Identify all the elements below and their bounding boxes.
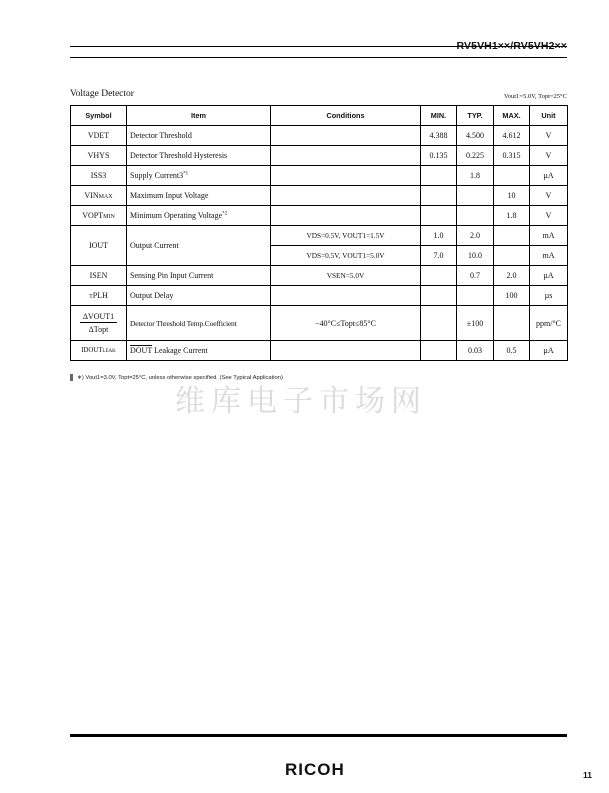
- cell-min: 4.388: [421, 126, 457, 146]
- cell-typ: 10.0: [457, 246, 494, 266]
- part-number-title: RV5VH1××/RV5VH2××: [456, 40, 567, 52]
- cell-unit: µA: [530, 341, 568, 361]
- cell-max: [494, 246, 530, 266]
- cell-item: Detector Threshold Temp.Coefficient: [127, 306, 271, 341]
- cell-typ: 1.8: [457, 166, 494, 186]
- section-title: Voltage Detector: [70, 89, 134, 99]
- cell-conditions: VDS=0.5V, VOUT1=1.5V: [271, 226, 421, 246]
- item-overline-text: DOUT: [130, 346, 153, 355]
- cell-symbol: tPLH: [71, 286, 127, 306]
- cell-item: [127, 341, 271, 361]
- electrical-characteristics-table: [70, 105, 568, 361]
- watermark: 维库电子市场网: [175, 384, 427, 419]
- header-max: MAX.: [494, 106, 530, 126]
- cell-max: 4.612: [494, 126, 530, 146]
- cell-min: [421, 206, 457, 226]
- cell-item: [127, 166, 271, 186]
- cell-typ: [457, 206, 494, 226]
- cell-unit: V: [530, 206, 568, 226]
- cell-max: 100: [494, 286, 530, 306]
- header-item: Item: [127, 106, 271, 126]
- table-row: [71, 341, 568, 361]
- cell-typ: 4.500: [457, 126, 494, 146]
- cell-unit: µA: [530, 266, 568, 286]
- cell-conditions: [271, 146, 421, 166]
- cell-item: Detector Threshold Hysteresis: [127, 146, 271, 166]
- cell-typ: 0.03: [457, 341, 494, 361]
- cell-typ: [457, 186, 494, 206]
- cell-conditions: [271, 126, 421, 146]
- table-header-row: [71, 106, 568, 126]
- cell-item: Sensing Pin Input Current: [127, 266, 271, 286]
- cell-min: 0.135: [421, 146, 457, 166]
- cell-typ: [457, 286, 494, 306]
- cell-max: 1.8: [494, 206, 530, 226]
- symbol-numerator: ΔVOUT1: [80, 312, 117, 323]
- header-min: MIN.: [421, 106, 457, 126]
- cell-unit: V: [530, 146, 568, 166]
- cell-conditions: [271, 166, 421, 186]
- cell-max: [494, 306, 530, 341]
- cell-max: [494, 226, 530, 246]
- cell-conditions: VDS=0.5V, VOUT1=5.0V: [271, 246, 421, 266]
- cell-max: 0.5: [494, 341, 530, 361]
- footnote-marker: [70, 374, 73, 381]
- cell-typ: 2.0: [457, 226, 494, 246]
- cell-unit: µs: [530, 286, 568, 306]
- table-row: [71, 286, 568, 306]
- footnote-mark: *1: [183, 171, 189, 177]
- cell-symbol: VHYS: [71, 146, 127, 166]
- cell-unit: V: [530, 186, 568, 206]
- cell-unit: V: [530, 126, 568, 146]
- cell-typ: ±100: [457, 306, 494, 341]
- cell-min: 7.0: [421, 246, 457, 266]
- cell-unit: µA: [530, 166, 568, 186]
- header-unit: Unit: [530, 106, 568, 126]
- ricoh-logo: RICOH: [285, 760, 345, 779]
- table-row: [71, 166, 568, 186]
- cell-conditions: VSEN=5.0V: [271, 266, 421, 286]
- cell-item: Output Current: [127, 226, 271, 266]
- table-row: [71, 226, 568, 246]
- cell-unit: mA: [530, 226, 568, 246]
- cell-typ: 0.7: [457, 266, 494, 286]
- symbol-denominator: ΔTopt: [88, 325, 109, 334]
- cell-item: Maximum Input Voltage: [127, 186, 271, 206]
- table-row: [71, 206, 568, 226]
- cell-symbol: ISEN: [71, 266, 127, 286]
- cell-max: 10: [494, 186, 530, 206]
- footer-rule: [70, 734, 567, 737]
- item-text: Minimum Operating Voltage: [130, 211, 223, 220]
- cell-max: 2.0: [494, 266, 530, 286]
- footnote-text: ∗) Vout1=3.0V, Topt=25°C, unless otherwise specified. (See Typical Application): [77, 375, 283, 382]
- cell-min: [421, 306, 457, 341]
- cell-min: [421, 166, 457, 186]
- header-underline: [70, 57, 567, 58]
- header-conditions: Conditions: [271, 106, 421, 126]
- cell-symbol: IOUT: [71, 226, 127, 266]
- cell-item: [127, 206, 271, 226]
- cell-symbol: VINmax: [71, 186, 127, 206]
- table-row: [71, 146, 568, 166]
- cell-item: Output Delay: [127, 286, 271, 306]
- cell-symbol: VOPTmin: [71, 206, 127, 226]
- page-number: 11: [583, 770, 592, 780]
- cell-min: [421, 186, 457, 206]
- cell-unit: ppm/°C: [530, 306, 568, 341]
- cell-conditions: [271, 186, 421, 206]
- cell-symbol: VDET: [71, 126, 127, 146]
- cell-symbol: IDOUTleak: [71, 341, 127, 361]
- header-symbol: Symbol: [71, 106, 127, 126]
- table-row: [71, 126, 568, 146]
- table-row: [71, 186, 568, 206]
- cell-min: [421, 266, 457, 286]
- cell-conditions: −40°C≤Topt≤85°C: [271, 306, 421, 341]
- cell-min: 1.0: [421, 226, 457, 246]
- item-text: Leakage Current: [154, 346, 208, 355]
- cell-symbol-fraction: [71, 306, 127, 341]
- cell-item: Detector Threshold: [127, 126, 271, 146]
- cell-conditions: [271, 341, 421, 361]
- footnote-mark: *2: [222, 211, 228, 217]
- table-row: [71, 266, 568, 286]
- test-conditions-note: Vout1=5.0V, Topt=25°C: [503, 93, 567, 100]
- cell-min: [421, 341, 457, 361]
- cell-min: [421, 286, 457, 306]
- cell-conditions: [271, 286, 421, 306]
- table-row: [71, 306, 568, 341]
- cell-symbol: ISS3: [71, 166, 127, 186]
- cell-typ: 0.225: [457, 146, 494, 166]
- cell-max: 0.315: [494, 146, 530, 166]
- cell-conditions: [271, 206, 421, 226]
- cell-max: [494, 166, 530, 186]
- item-text: Supply Current3: [130, 171, 184, 180]
- header-typ: TYP.: [457, 106, 494, 126]
- cell-unit: mA: [530, 246, 568, 266]
